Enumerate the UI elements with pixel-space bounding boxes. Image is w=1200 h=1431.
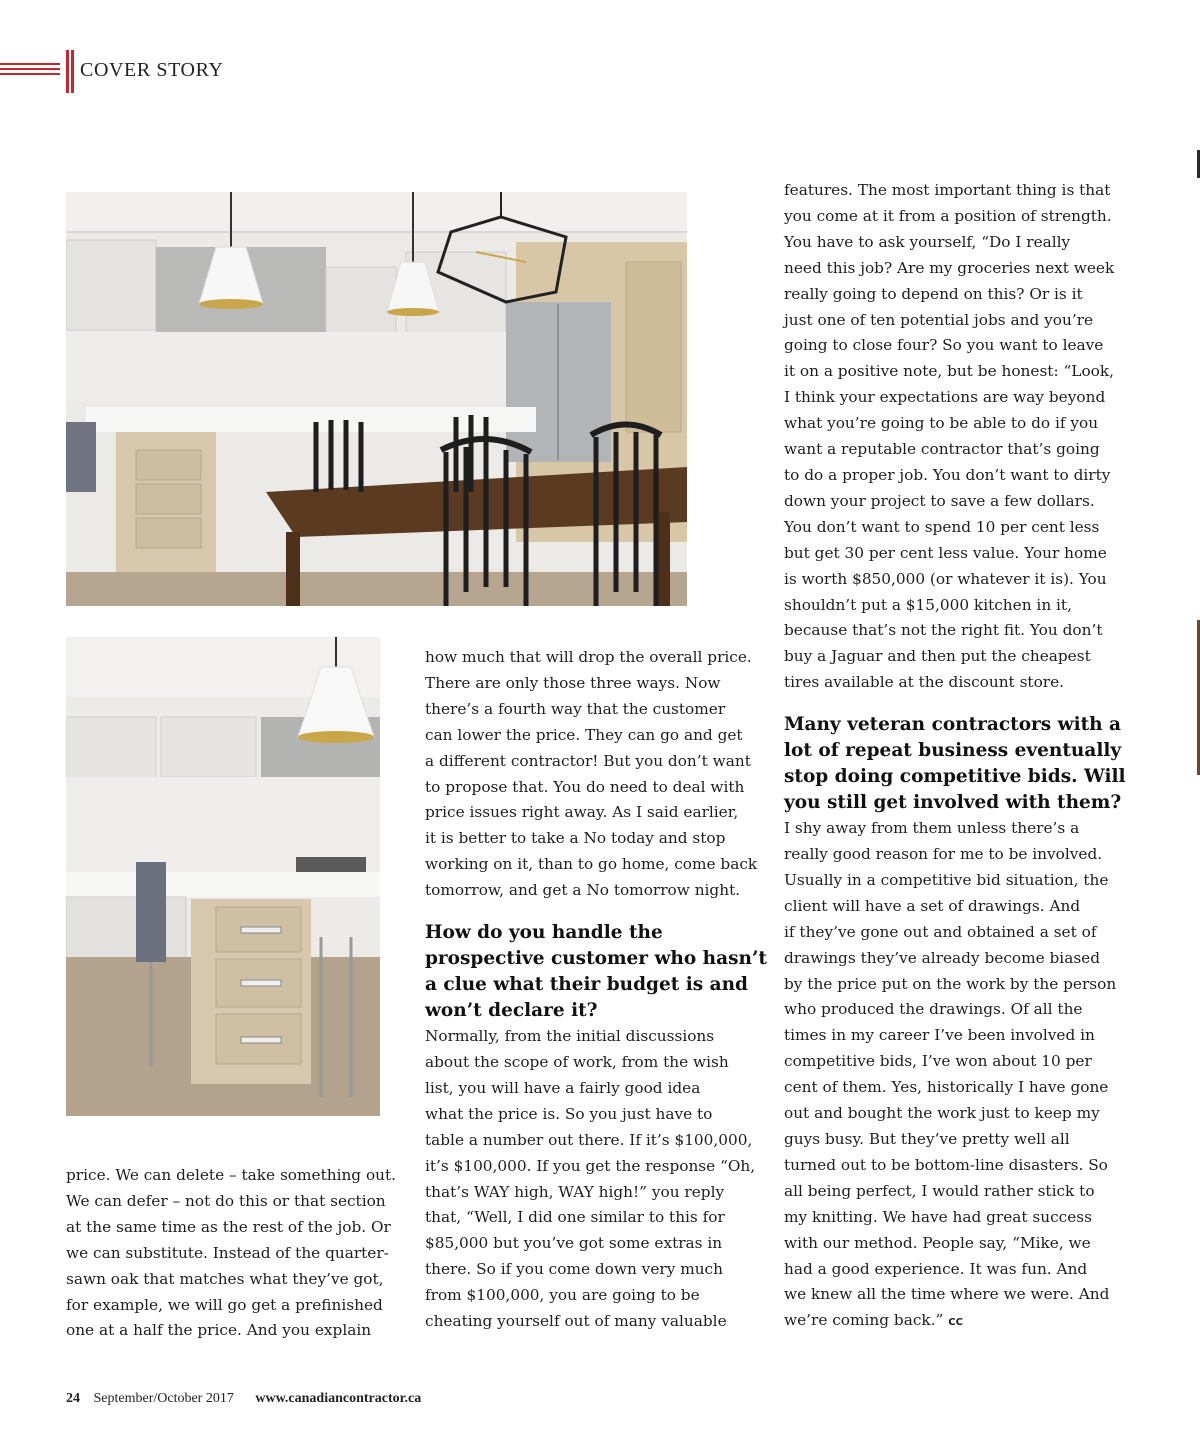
interview-question (425, 920, 767, 1024)
text-line: really good reason for me to be involved. (784, 845, 1103, 864)
text-line: features. The most important thing is that (784, 181, 1111, 199)
text-line: because that’s not the right fit. You don’t (784, 621, 1103, 640)
text-line: out and bought the work just to keep my (784, 1104, 1100, 1123)
page-footer (66, 1391, 421, 1407)
text-line: my knitting. We have had great success (784, 1207, 1092, 1226)
text-line: cheating yourself out of many valuable (425, 1312, 727, 1331)
text-line: drawings they’ve already become biased (784, 948, 1101, 967)
last-text: we’re coming back.” (784, 1311, 944, 1330)
text-line: price issues right away. As I said earlier, (425, 803, 739, 822)
kitchen-dining-illustration (66, 192, 687, 606)
text-line: You don’t want to spend 10 per cent less (784, 517, 1100, 536)
text-line: what you’re going to be able to do if you (784, 414, 1099, 433)
text-line: going to close four? So you want to leave (784, 336, 1104, 355)
paragraph (784, 816, 1117, 1336)
text-line: how much that will drop the overall price. (425, 648, 752, 666)
question-line: won’t declare it? (425, 1000, 598, 1022)
text-line: times in my career I’ve been involved in (784, 1026, 1095, 1045)
column-2-text (425, 645, 767, 1335)
text-line: with our method. People say, “Mike, we (784, 1233, 1091, 1252)
paragraph (425, 645, 758, 904)
paragraph (425, 1024, 755, 1335)
website-link[interactable]: www.canadiancontractor.ca (255, 1391, 422, 1406)
text-line: to do a proper job. You don’t want to dirty (784, 465, 1111, 484)
text-line: had a good experience. It was fun. And (784, 1259, 1088, 1278)
text-line: I think your expectations are way beyond (784, 388, 1106, 407)
text-line: for example, we will go get a prefinished (66, 1295, 383, 1314)
interview-question (784, 712, 1126, 816)
text-line: it on a positive note, but be honest: “Look, (784, 362, 1115, 381)
kitchen-island-illustration (66, 637, 380, 1116)
question-line: you still get involved with them? (784, 792, 1122, 814)
text-line: There are only those three ways. Now (425, 673, 721, 692)
text-line: we can substitute. Instead of the quarter- (66, 1243, 389, 1262)
text-line: who produced the drawings. Of all the (784, 1000, 1083, 1019)
question-line: lot of repeat business eventually (784, 740, 1122, 762)
text-line: list, you will have a fairly good idea (425, 1078, 701, 1097)
text-line: but get 30 per cent less value. Your home (784, 543, 1107, 562)
text-line: turned out to be bottom-line disasters. So (784, 1155, 1108, 1174)
question-line: stop doing competitive bids. Will (784, 766, 1126, 788)
text-line: it’s $100,000. If you get the response “Oh, (425, 1156, 756, 1175)
text-line: down your project to save a few dollars. (784, 491, 1095, 510)
text-line: if they’ve gone out and obtained a set of (784, 922, 1097, 941)
text-line: Usually in a competitive bid situation, the (784, 870, 1109, 889)
text-line: a different contractor! But you don’t want (425, 751, 751, 770)
question-line: prospective customer who hasn’t (425, 948, 767, 970)
text-line: need this job? Are my groceries next week (784, 258, 1115, 277)
question-line: Many veteran contractors with a (784, 714, 1122, 736)
text-line: We can defer – not do this or that section (66, 1191, 386, 1210)
text-line: buy a Jaguar and then put the cheapest (784, 647, 1091, 666)
paragraph (784, 178, 1114, 696)
kitchen-island-photo (66, 637, 380, 1116)
question-line: How do you handle the (425, 922, 663, 944)
text-line: all being perfect, I would rather stick to (784, 1181, 1095, 1200)
text-line: there. So if you come down very much (425, 1260, 723, 1279)
text-line: that’s WAY high, WAY high!” you reply (425, 1182, 725, 1201)
text-line: Normally, from the initial discussions (425, 1027, 715, 1046)
text-line: tomorrow, and get a No tomorrow night. (425, 881, 741, 900)
text-line: shouldn’t put a $15,000 kitchen in it, (784, 595, 1072, 614)
end-mark: CC (948, 1317, 963, 1329)
text-line: from $100,000, you are going to be (425, 1286, 700, 1305)
text-line: by the price put on the work by the person (784, 974, 1117, 993)
text-line: really going to depend on this? Or is it (784, 284, 1083, 303)
text-line: tires available at the discount store. (784, 673, 1065, 692)
text-line: $85,000 but you’ve got some extras in (425, 1234, 723, 1253)
header-rule-lines (0, 63, 60, 79)
text-line: want a reputable contractor that’s going (784, 440, 1100, 459)
text-line: working on it, than to go home, come back (425, 855, 758, 874)
text-line: it is better to take a No today and stop (425, 829, 726, 848)
text-line: we knew all the time where we were. And (784, 1285, 1110, 1304)
paragraph (66, 1163, 396, 1344)
text-line: to propose that. You do need to deal with (425, 777, 745, 796)
text-line: about the scope of work, from the wish (425, 1052, 729, 1071)
text-line: table a number out there. If it’s $100,000, (425, 1130, 753, 1149)
text-line: there’s a fourth way that the customer (425, 699, 726, 718)
text-line: I shy away from them unless there’s a (784, 819, 1080, 838)
text-line: guys busy. But they’ve pretty well all (784, 1130, 1070, 1148)
question-line: a clue what their budget is and (425, 974, 748, 996)
text-line: what the price is. So you just have to (425, 1104, 713, 1123)
text-line: is worth $850,000 (or whatever it is). You (784, 569, 1107, 588)
text-line: price. We can delete – take something out. (66, 1166, 397, 1184)
header-vertical-bar (71, 50, 74, 93)
issue-date: September/October 2017 (93, 1391, 234, 1406)
text-line: at the same time as the rest of the job. Or (66, 1217, 391, 1236)
text-line: can lower the price. They can go and get (425, 725, 743, 744)
text-line: competitive bids, I’ve won about 10 per (784, 1052, 1092, 1071)
text-line: one at a half the price. And you explain (66, 1321, 372, 1340)
text-line: that, “Well, I did one similar to this for (425, 1208, 725, 1227)
kitchen-dining-photo (66, 192, 687, 606)
page-number: 24 (66, 1391, 80, 1406)
text-line: cent of them. Yes, historically I have gone (784, 1078, 1109, 1097)
section-title: COVER STORY (80, 59, 224, 81)
text-line: just one of ten potential jobs and you’re (784, 310, 1094, 329)
text-line: You have to ask yourself, “Do I really (784, 232, 1071, 251)
text-line: client will have a set of drawings. And (784, 896, 1081, 915)
column-3-text (784, 178, 1126, 1336)
column-1-text (66, 1163, 396, 1344)
header-vertical-bar (66, 50, 69, 93)
text-line (784, 1308, 1114, 1336)
text-line: you come at it from a position of strength. (784, 206, 1112, 225)
text-line: sawn oak that matches what they’ve got, (66, 1269, 384, 1288)
